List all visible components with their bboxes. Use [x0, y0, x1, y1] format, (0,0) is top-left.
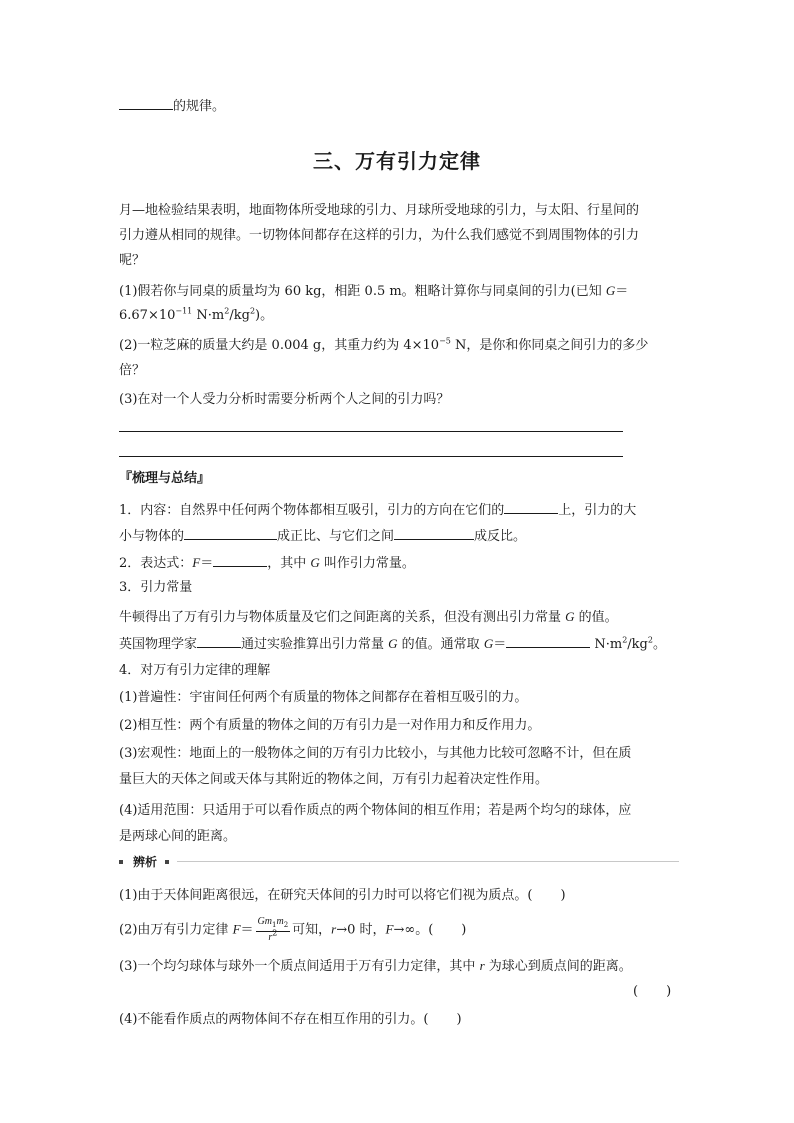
- fill-blank[interactable]: [504, 499, 558, 514]
- equals-sign: ＝: [493, 637, 507, 652]
- question-1-text: (1)假若你与同桌的质量均为 60 kg，相距 0.5 m。粗略计算你与同桌间的引力(已知: [119, 284, 606, 299]
- summary-item-3-line-1: [119, 607, 618, 628]
- symbol-r: r: [479, 958, 485, 973]
- symbol-F: F: [192, 555, 201, 570]
- unit-part: /kg: [229, 308, 250, 323]
- close-paren: ): [666, 984, 672, 999]
- constant-mantissa: 6.67×10: [119, 308, 176, 323]
- judgement-section-header: [119, 852, 679, 872]
- judgement-section-label: 辨析: [133, 855, 158, 869]
- symbol-r: r: [331, 921, 337, 937]
- denominator-r: r: [268, 932, 273, 943]
- intro-line-3: 呢？: [119, 253, 146, 268]
- judgement-text: (1)由于天体间距离很远，在研究天体间的引力时可以将它们视为质点。(: [119, 888, 533, 903]
- summary-item-4-p2: (2)相互性：两个有质量的物体之间的万有引力是一对作用力和反作用力。: [119, 718, 541, 733]
- item-text: 的值。: [574, 610, 618, 625]
- unit-power: 2: [647, 635, 653, 645]
- equals-sign: ＝: [240, 922, 254, 938]
- summary-item-2: [119, 552, 415, 574]
- power: 2: [272, 928, 278, 938]
- judgement-text: (2)由万有引力定律: [119, 922, 233, 938]
- summary-item-4-p3-line-2: 量巨大的天体之间或天体与其附近的物体之间，万有引力起着决定性作用。: [119, 772, 549, 787]
- question-2-text: N，是你和你同桌之间引力的多少: [450, 338, 649, 353]
- summary-item-4-p4-line-2: 是两球心间的距离。: [119, 829, 237, 844]
- symbol-F: F: [385, 921, 394, 937]
- summary-item-4-p3-line-1: (3)宏观性：地面上的一般物体之间的万有引力比较小，与其他力比较可忽略不计，但在质: [119, 746, 632, 761]
- equals-sign: ＝: [615, 284, 629, 299]
- unit-part: /kg: [627, 637, 648, 652]
- question-1-line-1: [119, 281, 628, 302]
- judgement-text: →0 时，: [336, 922, 386, 938]
- close-paren: ): [456, 1012, 462, 1027]
- equals-sign: ＝: [200, 556, 214, 571]
- item-text: ，其中: [267, 556, 311, 571]
- intro-line-1: 月—地检验结果表明，地面物体所受地球的引力、月球所受地球的引力，与太阳、行星间的: [119, 203, 640, 218]
- item-text: 2．表达式：: [119, 556, 193, 571]
- section-title: 三、万有引力定律: [313, 149, 481, 173]
- symbol-G: G: [605, 283, 616, 298]
- item-text: 成反比。: [474, 529, 527, 544]
- judgement-4: [119, 1010, 462, 1030]
- divider: [177, 861, 679, 862]
- square-bullet-icon: [119, 860, 123, 864]
- judgement-text: →∞。(: [393, 922, 434, 938]
- judgement-text: (3)一个均匀球体与球外一个质点间适用于万有引力定律，其中: [119, 959, 480, 974]
- item-text: 叫作引力常量。: [319, 556, 415, 571]
- symbol-G: G: [310, 555, 320, 570]
- fraction-denominator: [256, 928, 291, 944]
- close-paren: ): [560, 888, 566, 903]
- numerator-m: m: [276, 916, 284, 927]
- judgement-text: 可知，: [292, 922, 332, 938]
- question-3-line: (3)在对一个人受力分析时需要分析两个人之间的引力吗？: [119, 392, 450, 407]
- closing-text: )。: [255, 308, 274, 323]
- carryover-suffix: 的规律。: [173, 99, 226, 114]
- item-text: 1．内容：自然界中任何两个物体都相互吸引，引力的方向在它们的: [119, 503, 505, 518]
- summary-item-4-head: 4．对万有引力定律的理解: [119, 663, 271, 678]
- question-1-line-2: [119, 306, 273, 326]
- summary-item-1-line-2: [119, 525, 526, 547]
- numerator-Gm: Gm: [257, 916, 272, 927]
- question-2-line-2: 倍？: [119, 363, 146, 378]
- judgement-text: 为球心到质点间的距离。: [484, 959, 632, 974]
- judgement-3: [119, 956, 632, 977]
- symbol-G: G: [483, 636, 494, 651]
- summary-item-3-head: 3．引力常量: [119, 580, 193, 595]
- symbol-G: G: [388, 636, 398, 651]
- fill-blank[interactable]: [197, 633, 241, 648]
- question-2-text: (2)一粒芝麻的质量大约是 0.004 g，其重力约为 4×10: [119, 338, 440, 353]
- exponent: −5: [439, 336, 451, 346]
- item-text: 成正比、与它们之间: [277, 529, 395, 544]
- summary-item-3-line-2: [119, 633, 666, 655]
- item-text: 的值。通常取: [397, 637, 484, 652]
- close-paren: ): [461, 922, 467, 938]
- summary-item-4-p1: (1)普遍性：宇宙间任何两个有质量的物体之间都存在着相互吸引的力。: [119, 690, 528, 705]
- item-text: 小与物体的: [119, 529, 185, 544]
- item-text: 英国物理学家: [119, 637, 198, 652]
- item-text: 牛顿得出了万有引力与物体质量及它们之间距离的关系，但没有测出引力常量: [119, 610, 566, 625]
- answer-line[interactable]: [119, 456, 623, 457]
- fill-blank[interactable]: [394, 525, 474, 540]
- judgement-2: [119, 916, 466, 944]
- closing-text: 。: [652, 637, 666, 652]
- fill-blank[interactable]: [119, 95, 173, 110]
- judgement-1: [119, 886, 566, 906]
- unit-part: N·m: [192, 308, 225, 323]
- subscript: 1: [271, 921, 277, 929]
- symbol-F: F: [232, 921, 241, 937]
- answer-line[interactable]: [119, 431, 623, 432]
- unit-part: N·m: [590, 637, 623, 652]
- square-bullet-icon: [165, 860, 169, 864]
- fill-blank[interactable]: [213, 552, 267, 567]
- summary-item-1-line-1: [119, 499, 636, 521]
- subscript: 2: [283, 921, 289, 929]
- open-paren: (: [633, 984, 639, 999]
- summary-header: 『梳理与总结』: [119, 471, 211, 486]
- judgement-3-answer: [633, 982, 671, 1002]
- judgement-text: (4)不能看作质点的两物体间不存在相互作用的引力。(: [119, 1012, 429, 1027]
- gravitation-fraction: [256, 916, 291, 944]
- unit-power: 2: [622, 635, 628, 645]
- intro-line-2: 引力遵从相同的规律。一切物体间都存在这样的引力，为什么我们感觉不到周围物体的引力: [119, 228, 640, 243]
- unit-power: 2: [249, 306, 256, 316]
- exponent: −11: [175, 306, 193, 316]
- fill-blank[interactable]: [506, 633, 590, 648]
- unit-power: 2: [224, 306, 230, 316]
- question-2-line-1: [119, 336, 648, 356]
- fill-blank[interactable]: [184, 525, 277, 540]
- carryover-line: [119, 95, 225, 117]
- item-text: 通过实验推算出引力常量: [241, 637, 389, 652]
- symbol-G: G: [565, 609, 575, 624]
- item-text: 上，引力的大: [558, 503, 637, 518]
- summary-item-4-p4-line-1: (4)适用范围：只适用于可以看作质点的两个物体间的相互作用；若是两个均匀的球体，应: [119, 803, 632, 818]
